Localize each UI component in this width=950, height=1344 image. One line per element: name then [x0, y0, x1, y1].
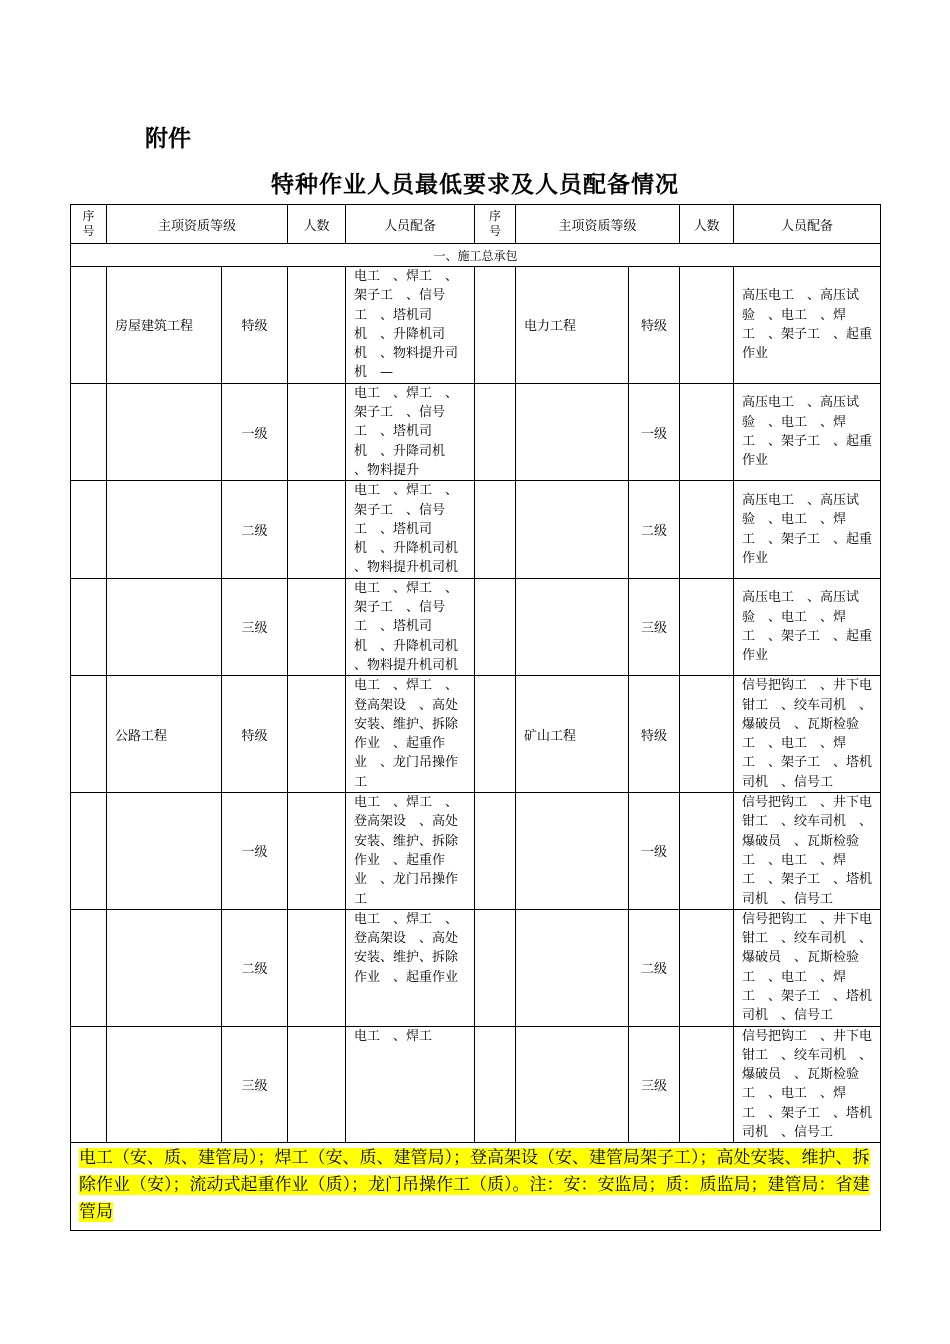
document-title: 特种作业人员最低要求及人员配备情况 — [271, 172, 679, 198]
attachment-label: 附件 — [145, 126, 191, 152]
count-cell — [288, 267, 346, 384]
staffing-cell: 高压电工 、高压试验 、电工 、焊工 、架子工 、起重作业 — [734, 578, 881, 675]
grade-cell: 三级 — [629, 1026, 680, 1143]
seq-cell — [475, 267, 516, 384]
grade-cell: 三级 — [222, 1026, 288, 1143]
staffing-cell: 电工 、焊工 、架子工 、信号工 、塔机司机 、升降机司机 、物料提升机司机 — [346, 578, 475, 675]
category-cell — [107, 578, 222, 675]
category-cell — [107, 481, 222, 578]
category-cell — [107, 1026, 222, 1143]
grade-cell: 二级 — [629, 481, 680, 578]
count-cell — [680, 1026, 734, 1143]
header-count: 人数 — [680, 205, 734, 244]
table-row — [71, 481, 881, 578]
table-row — [71, 793, 881, 910]
category-cell: 矿山工程 — [516, 676, 629, 793]
seq-cell — [475, 909, 516, 1026]
count-cell — [288, 383, 346, 480]
staffing-cell: 高压电工 、高压试验 、电工 、焊工 、架子工 、起重作业 — [734, 267, 881, 384]
grade-cell: 三级 — [222, 578, 288, 675]
note-row — [71, 1143, 881, 1231]
table-row — [71, 267, 881, 384]
staffing-cell: 电工 、焊工 、登高架设 、高处安装、维护、拆除作业 、起重作业 — [346, 909, 475, 1026]
header-staffing: 人员配备 — [734, 205, 881, 244]
seq-cell — [71, 676, 107, 793]
staffing-cell: 高压电工 、高压试验 、电工 、焊工 、架子工 、起重作业 — [734, 481, 881, 578]
grade-cell: 一级 — [629, 383, 680, 480]
seq-cell — [71, 909, 107, 1026]
count-cell — [288, 578, 346, 675]
category-cell — [107, 909, 222, 1026]
category-cell — [516, 578, 629, 675]
staffing-table — [70, 204, 881, 1231]
count-cell — [288, 793, 346, 910]
staffing-cell: 高压电工 、高压试验 、电工 、焊工 、架子工 、起重作业 — [734, 383, 881, 480]
table-row — [71, 383, 881, 480]
table-header-row — [71, 205, 881, 244]
count-cell — [680, 909, 734, 1026]
seq-cell — [71, 481, 107, 578]
category-cell: 电力工程 — [516, 267, 629, 384]
category-cell — [516, 909, 629, 1026]
count-cell — [680, 676, 734, 793]
header-qualification: 主项资质等级 — [107, 205, 288, 244]
table-row — [71, 578, 881, 675]
category-cell — [107, 383, 222, 480]
count-cell — [288, 676, 346, 793]
seq-cell — [475, 481, 516, 578]
section-row — [71, 244, 881, 267]
table-row — [71, 1026, 881, 1143]
seq-cell — [71, 1026, 107, 1143]
grade-cell: 二级 — [629, 909, 680, 1026]
seq-cell — [475, 1026, 516, 1143]
seq-cell — [71, 383, 107, 480]
table-row — [71, 909, 881, 1026]
header-seq: 序 号 — [71, 205, 107, 244]
staffing-cell: 信号把钩工 、井下电钳工 、绞车司机 、爆破员 、瓦斯检验工 、电工 、焊工 、架子工 、塔机司机 、信号工 — [734, 909, 881, 1026]
category-cell — [516, 1026, 629, 1143]
grade-cell: 特级 — [629, 267, 680, 384]
count-cell — [680, 578, 734, 675]
count-cell — [680, 793, 734, 910]
seq-cell — [71, 793, 107, 910]
seq-cell — [475, 578, 516, 675]
seq-cell — [475, 383, 516, 480]
staffing-cell: 信号把钩工 、井下电钳工 、绞车司机 、爆破员 、瓦斯检验工 、电工 、焊工 、架子工 、塔机司机 、信号工 — [734, 793, 881, 910]
staffing-cell: 电工 、焊工 、登高架设 、高处安装、维护、拆除作业 、起重作业 、龙门吊操作工 — [346, 793, 475, 910]
note-text: 电工（安、质、建管局）；焊工（安、质、建管局）；登高架设（安、建管局架子工）；高处安装、维护、拆除作业（安）；流动式起重作业（质）；龙门吊操作工（质）。注：安：安监局；质：质监局；建管局：省建管局 — [79, 1148, 870, 1223]
category-cell — [516, 383, 629, 480]
seq-cell — [475, 676, 516, 793]
header-count: 人数 — [288, 205, 346, 244]
count-cell — [288, 909, 346, 1026]
count-cell — [288, 1026, 346, 1143]
category-cell — [516, 481, 629, 578]
staffing-cell: 电工 、焊工 、架子工 、信号工 、塔机司机 、升降司机 、物料提升 — [346, 383, 475, 480]
staffing-cell: 电工 、焊工 、架子工 、信号工 、塔机司机 、升降机司机 、物料提升司机 — — [346, 267, 475, 384]
note-cell — [71, 1143, 881, 1231]
grade-cell: 特级 — [629, 676, 680, 793]
grade-cell: 特级 — [222, 267, 288, 384]
grade-cell: 一级 — [222, 383, 288, 480]
seq-cell — [71, 578, 107, 675]
staffing-cell: 信号把钩工 、井下电钳工 、绞车司机 、爆破员 、瓦斯检验工 、电工 、焊工 、架子工 、塔机司机 、信号工 — [734, 1026, 881, 1143]
staffing-cell: 电工 、焊工 、架子工 、信号工 、塔机司机 、升降机司机 、物料提升机司机 — [346, 481, 475, 578]
staffing-cell: 信号把钩工 、井下电钳工 、绞车司机 、爆破员 、瓦斯检验工 、电工 、焊工 、架子工 、塔机司机 、信号工 — [734, 676, 881, 793]
category-cell: 房屋建筑工程 — [107, 267, 222, 384]
table-row — [71, 676, 881, 793]
header-seq: 序 号 — [475, 205, 516, 244]
staffing-cell: 电工 、焊工 、登高架设 、高处安装、维护、拆除作业 、起重作业 、龙门吊操作工 — [346, 676, 475, 793]
count-cell — [680, 481, 734, 578]
count-cell — [288, 481, 346, 578]
section-title: 一、施工总承包 — [71, 244, 881, 267]
grade-cell: 二级 — [222, 909, 288, 1026]
count-cell — [680, 267, 734, 384]
seq-cell — [71, 267, 107, 384]
staffing-cell: 电工 、焊工 — [346, 1026, 475, 1143]
grade-cell: 一级 — [222, 793, 288, 910]
grade-cell: 特级 — [222, 676, 288, 793]
header-staffing: 人员配备 — [346, 205, 475, 244]
grade-cell: 一级 — [629, 793, 680, 910]
header-qualification: 主项资质等级 — [516, 205, 680, 244]
grade-cell: 二级 — [222, 481, 288, 578]
seq-cell — [475, 793, 516, 910]
count-cell — [680, 383, 734, 480]
category-cell — [516, 793, 629, 910]
grade-cell: 三级 — [629, 578, 680, 675]
category-cell — [107, 793, 222, 910]
category-cell: 公路工程 — [107, 676, 222, 793]
